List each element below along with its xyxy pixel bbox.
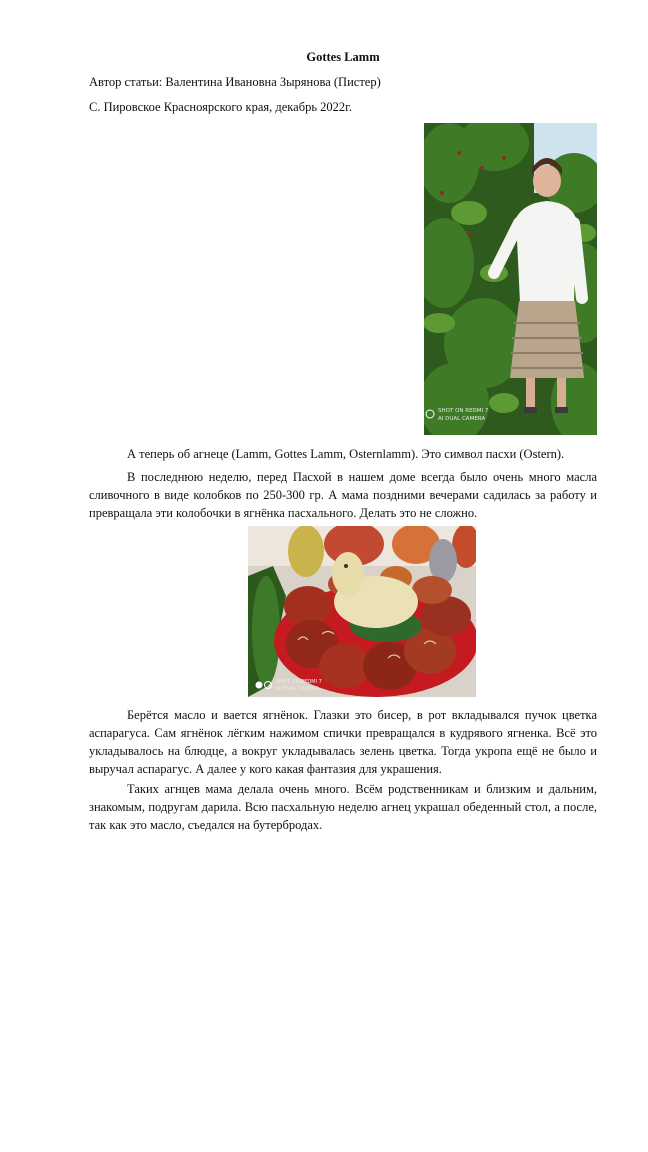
photo-watermark-line1: SHOT ON REDMI 7	[438, 408, 489, 414]
photo-watermark-line2: AI DUAL CAMERA	[438, 416, 486, 422]
paragraph-1: А теперь об агнеце (Lamm, Gottes Lamm, Osternlamm). Это символ пасхи (Ostern).	[127, 447, 565, 461]
document-title: Gottes Lamm	[306, 50, 380, 64]
photo-watermark-line2: AI DUAL CAMERA	[276, 686, 319, 692]
paragraph-3: Берётся масло и вается ягнёнок. Глазки это бисер, в рот вкладывался пучок цветка аспарагуса. Сам ягнёнок лёгким нажимом спички превращался в кудрявого ягненка. Всё это укладывалось на блюдце, а вокруг укладывалась зелень цветка. Тогда укропа ещё не было и выручал аспарагус. А далее у кого какая фантазия для украшения.	[89, 708, 597, 776]
photo-butter-lamb-eggs	[248, 526, 476, 697]
paragraph-4: Таких агнцев мама делала очень много. Всём родственникам и близким и дальним, знакомым, подругам дарила. Всю пасхальную неделю агнец украшал обеденный стол, а после, так как это масло, съедался на бутербродах.	[89, 782, 597, 832]
place-date-line: С. Пировское Красноярского края, декабрь 2022г.	[89, 100, 352, 114]
photo-watermark-line1: SHOT ON REDMI 7	[276, 679, 322, 685]
paragraph-2: В последнюю неделю, перед Пасхой в нашем доме всегда было очень много масла сливочного в виде колобков по 250-300 гр. А мама поздними вечерами садилась за работу и превращала эти колобочки в ягнёнка пасхального. Делать это не сложно.	[89, 470, 597, 520]
photo-woman-in-garden	[424, 123, 597, 435]
author-line: Автор статьи: Валентина Ивановна Зырянова (Пистер)	[89, 75, 381, 89]
